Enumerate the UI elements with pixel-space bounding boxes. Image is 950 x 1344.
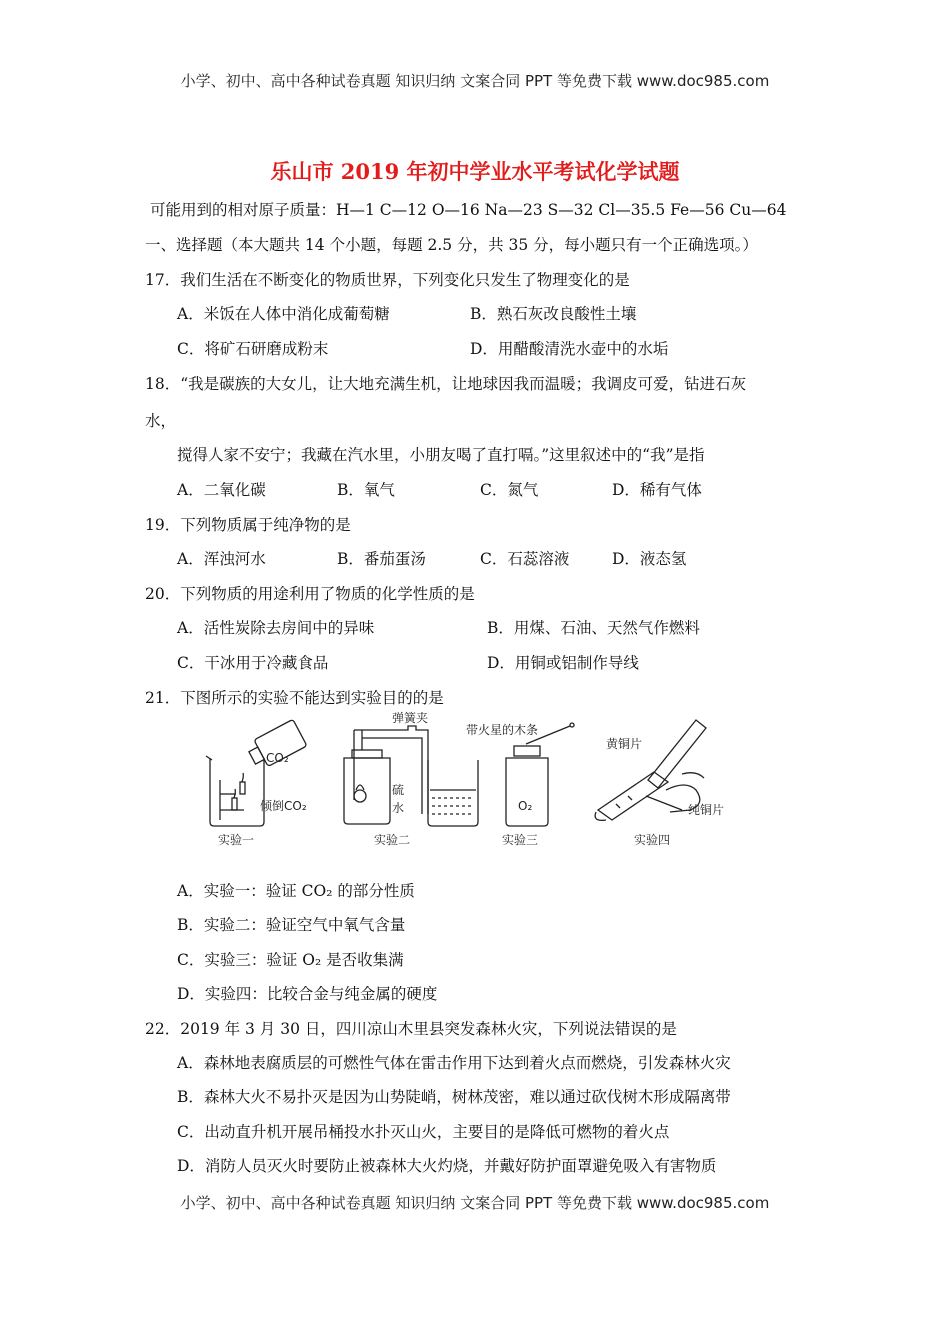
q21-option-b: B．实验二：验证空气中氧气含量 (177, 916, 406, 934)
q22-option-c: C．出动直升机开展吊桶投水扑灭山火，主要目的是降低可燃物的着火点 (177, 1123, 670, 1141)
page-title: 乐山市 2019 年初中学业水平考试化学试题 (270, 159, 680, 184)
experiment-three-label: 实验三 (502, 833, 539, 847)
q19-option-c: C．石蕊溶液 (480, 550, 570, 568)
q17-option-a: A．米饭在人体中消化成葡萄糖 (177, 305, 390, 323)
pour-co2-label: 倾倒CO₂ (260, 799, 307, 813)
q17-stem: 17．我们生活在不断变化的物质世界，下列变化只发生了物理变化的是 (145, 271, 630, 289)
q21-option-c: C．实验三：验证 O₂ 是否收集满 (177, 951, 404, 969)
brass-sheet-label: 黄铜片 (606, 737, 643, 751)
section-heading: 一、选择题（本大题共 14 个小题，每题 2.5 分，共 35 分，每小题只有一个正确选项。） (145, 236, 758, 254)
q18-stem-line2: 水， (145, 412, 177, 430)
q18-option-d: D．稀有气体 (612, 481, 702, 499)
experiment-two-diagram (344, 726, 478, 826)
q20-option-c: C．干冰用于冷藏食品 (177, 654, 329, 672)
q17-option-d: D．用醋酸清洗水壶中的水垢 (470, 340, 669, 358)
q19-option-b: B．番茄蛋汤 (337, 550, 426, 568)
co2-bottle-label: CO₂ (266, 751, 289, 765)
experiment-four-label: 实验四 (634, 833, 671, 847)
q18-stem-line1: 18．“我是碳族的大女儿，让大地充满生机，让地球因我而温暖；我调皮可爱，钻进石灰 (145, 375, 747, 393)
experiment-one-label: 实验一 (218, 833, 255, 847)
glowing-splint-label: 带火星的木条 (466, 723, 539, 737)
q17-option-c: C．将矿石研磨成粉末 (177, 340, 329, 358)
page-header: 小学、初中、高中各种试卷真题 知识归纳 文案合同 PPT 等免费下载 www.doc985.com (180, 72, 770, 90)
q20-option-b: B．用煤、石油、天然气作燃料 (487, 619, 700, 637)
q22-option-d: D．消防人员灭火时要防止被森林大火灼烧，并戴好防护面罩避免吸入有害物质 (177, 1157, 717, 1175)
q21-option-d: D．实验四：比较合金与纯金属的硬度 (177, 985, 438, 1003)
q20-option-d: D．用铜或铝制作导线 (487, 654, 639, 672)
q20-option-a: A．活性炭除去房间中的异味 (177, 619, 375, 637)
q19-stem: 19．下列物质属于纯净物的是 (145, 516, 351, 534)
q19-option-d: D．液态氢 (612, 550, 687, 568)
q22-option-a: A．森林地表腐质层的可燃性气体在雷击作用下达到着火点而燃烧，引发森林火灾 (177, 1054, 731, 1072)
q20-stem: 20．下列物质的用途利用了物质的化学性质的是 (145, 585, 475, 603)
q22-stem: 22．2019 年 3 月 30 日，四川凉山木里县突发森林火灾，下列说法错误的是 (145, 1020, 677, 1038)
pure-copper-label: 纯铜片 (688, 803, 725, 817)
q22-option-b: B．森林大火不易扑灭是因为山势陡峭，树林茂密，难以通过砍伐树木形成隔离带 (177, 1088, 731, 1106)
q18-stem-line3: 搅得人家不安宁；我藏在汽水里，小朋友喝了直打嗝。”这里叙述中的“我”是指 (177, 446, 705, 464)
sulfur-label: 硫 (392, 783, 405, 797)
q17-option-b: B．熟石灰改良酸性土壤 (470, 305, 637, 323)
page-footer: 小学、初中、高中各种试卷真题 知识归纳 文案合同 PPT 等免费下载 www.doc985.com (180, 1194, 770, 1212)
q21-option-a: A．实验一：验证 CO₂ 的部分性质 (177, 882, 415, 900)
spring-clip-label: 弹簧夹 (392, 711, 429, 725)
q18-option-b: B．氧气 (337, 481, 395, 499)
q18-option-a: A．二氧化碳 (177, 481, 266, 499)
atomic-masses: 可能用到的相对原子质量：H—1 C—12 O—16 Na—23 S—32 Cl—35.5 Fe—56 Cu—64 (150, 201, 787, 219)
q21-stem: 21．下图所示的实验不能达到实验目的的是 (145, 689, 444, 707)
experiment-two-label: 实验二 (374, 833, 411, 847)
experiment-three-diagram (506, 723, 574, 826)
experiment-figure (196, 710, 756, 850)
q19-option-a: A．浑浊河水 (177, 550, 266, 568)
o2-label: O₂ (518, 799, 533, 813)
q18-option-c: C．氮气 (480, 481, 539, 499)
water-label: 水 (392, 801, 405, 815)
